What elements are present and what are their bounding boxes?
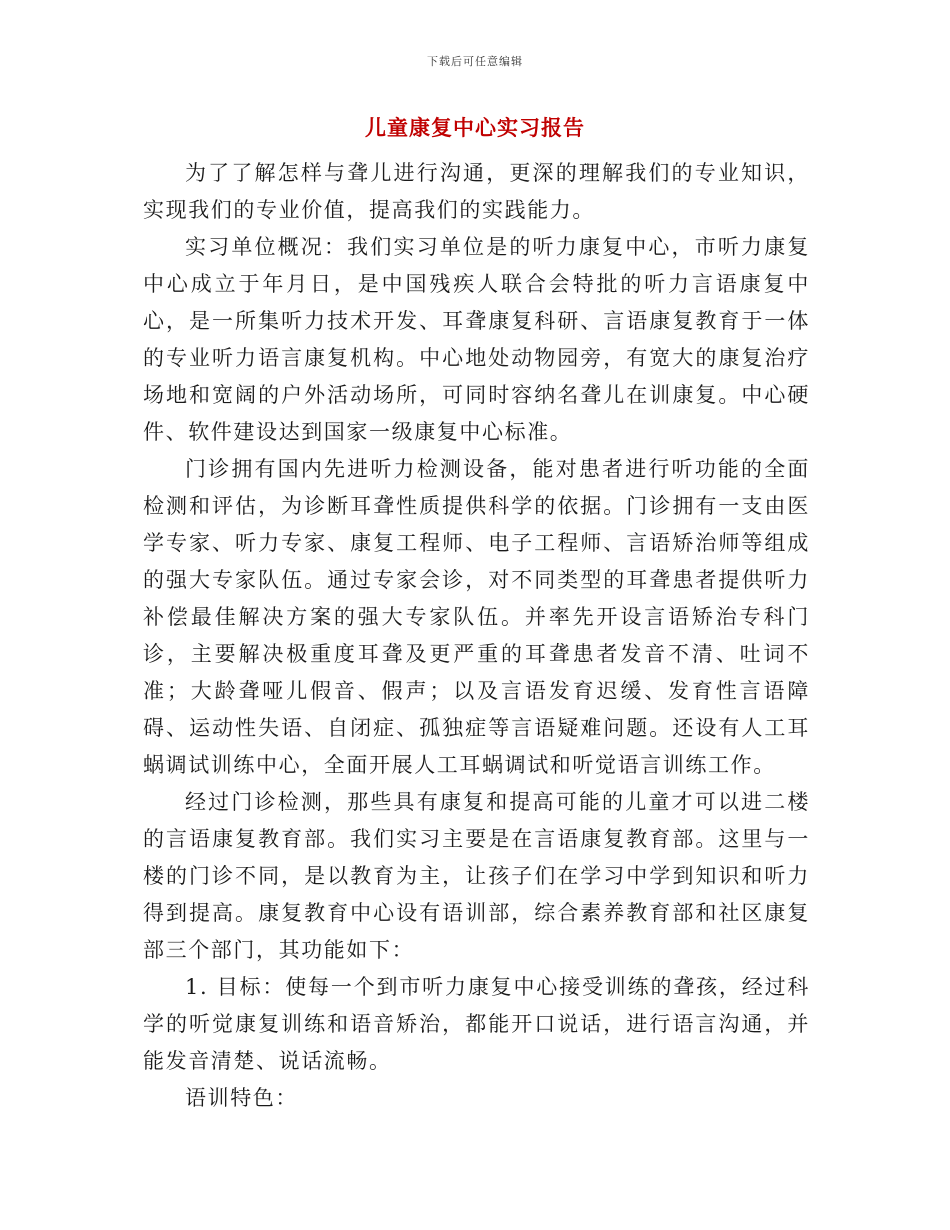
paragraph-clinic: 门诊拥有国内先进听力检测设备，能对患者进行听功能的全面检测和评估，为诊断耳聋性质提供科学的依据。门诊拥有一支由医学专家、听力专家、康复工程师、电子工程师、言语矫治师等组成的强大专家队伍。通过专家会诊，对不同类型的耳聋患者提供听力补偿最佳解决方案的强大专家队伍。并率先开设言语矫治专科门诊，主要解决极重度耳聋及更严重的耳聋患者发音不清、吐词不准；大龄聋哑儿假音、假声；以及言语发育迟缓、发育性言语障碍、运动性失语、自闭症、孤独症等言语疑难问题。还设有人工耳蜗调试训练中心，全面开展人工耳蜗调试和听觉语言训练工作。 bbox=[143, 457, 810, 777]
document-title: 儿童康复中心实习报告 bbox=[365, 115, 585, 140]
document-body bbox=[143, 155, 810, 1117]
header-note: 下载后可任意编辑 bbox=[427, 55, 523, 68]
paragraph-purpose: 为了了解怎样与聋儿进行沟通，更深的理解我们的专业知识，实现我们的专业价值，提高我们的实践能力。 bbox=[143, 161, 810, 222]
paragraph-training-features: 语训特色： bbox=[185, 1086, 298, 1110]
paragraph-goal: 1. 目标：使每一个到市听力康复中心接受训练的聋孩，经过科学的听觉康复训练和语音矫治，都能开口说话，进行语言沟通，并能发音清楚、说话流畅。 bbox=[143, 975, 810, 1073]
paragraph-education-department: 经过门诊检测，那些具有康复和提高可能的儿童才可以进二楼的言语康复教育部。我们实习主要是在言语康复教育部。这里与一楼的门诊不同，是以教育为主，让孩子们在学习中学到知识和听力得到提高。康复教育中心设有语训部，综合素养教育部和社区康复部三个部门，其功能如下： bbox=[143, 790, 810, 962]
paragraph-unit-overview: 实习单位概况：我们实习单位是的听力康复中心，市听力康复中心成立于年月日，是中国残疾人联合会特批的听力言语康复中心，是一所集听力技术开发、耳聋康复科研、言语康复教育于一体的专业听力语言康复机构。中心地处动物园旁，有宽大的康复治疗场地和宽阔的户外活动场所，可同时容纳名聋儿在训康复。中心硬件、软件建设达到国家一级康复中心标准。 bbox=[143, 235, 810, 444]
